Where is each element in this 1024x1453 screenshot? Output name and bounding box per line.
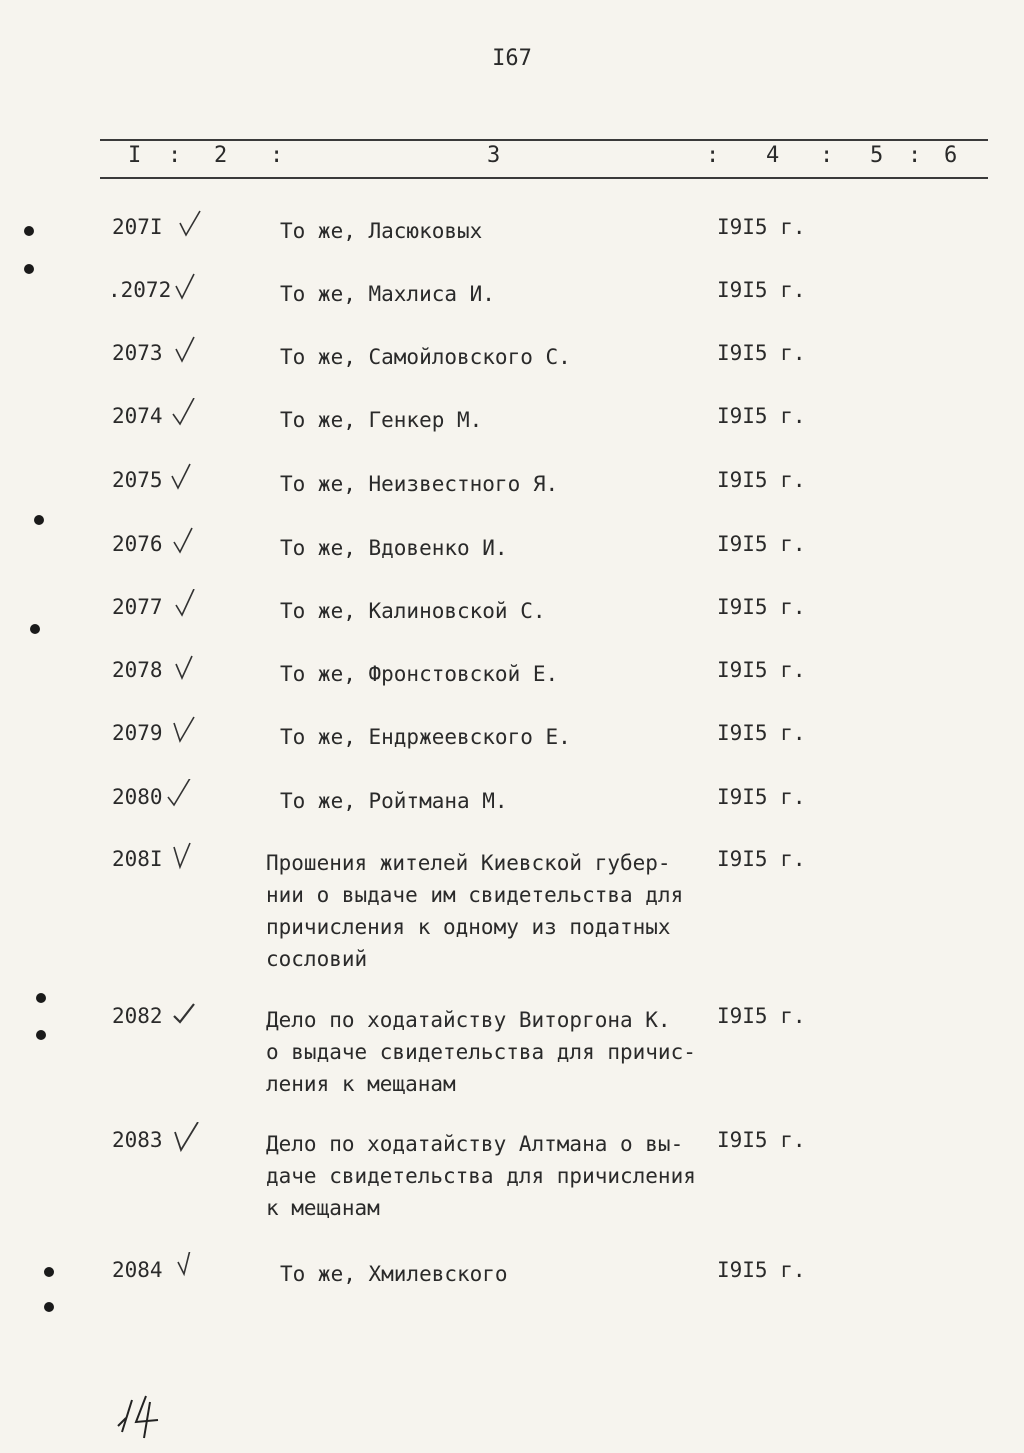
entry-description: Дело по ходатайству Алтмана о вы- даче свидетельства для причисления к мещанам xyxy=(266,1132,696,1220)
entry-number: 2075 xyxy=(112,468,163,492)
checkmark-icon xyxy=(170,715,198,745)
header-separator: : xyxy=(706,143,720,168)
entry-number: 2079 xyxy=(112,721,163,745)
entry-number: 2076 xyxy=(112,532,163,556)
entry-year: I9I5 г. xyxy=(717,721,806,745)
checkmark-icon xyxy=(172,335,200,365)
table-header-row xyxy=(0,143,1024,171)
entry-number: 2084 xyxy=(112,1258,163,1282)
entry-number: 2073 xyxy=(112,341,163,365)
entry-number: 207I xyxy=(112,215,163,239)
entry-description: Дело по ходатайству Виторгона К. о выдаче свидетельства для причис- ления к мещанам xyxy=(266,1008,696,1096)
entry-number: .2072 xyxy=(108,278,172,302)
header-col-4: 4 xyxy=(766,143,780,168)
entry-year: I9I5 г. xyxy=(717,785,806,809)
entry-description: То же, Ласюковых xyxy=(280,219,483,243)
entry-year: I9I5 г. xyxy=(717,215,806,239)
entry-year: I9I5 г. xyxy=(717,404,806,428)
checkmark-icon xyxy=(172,652,200,682)
entry-year: I9I5 г. xyxy=(717,1258,806,1282)
entry-year: I9I5 г. xyxy=(717,847,806,871)
entry-number: 2083 xyxy=(112,1128,163,1152)
entry-number: 2080 xyxy=(112,785,163,809)
entry-description: Прошения жителей Киевской губер- нии о выдаче им свидетельства для причисления к одному из податных сословий xyxy=(266,851,684,971)
header-separator: : xyxy=(820,143,834,168)
punch-hole-mark xyxy=(30,624,40,634)
page-number: I67 xyxy=(492,46,532,71)
entry-year: I9I5 г. xyxy=(717,658,806,682)
checkmark-icon xyxy=(172,1252,200,1282)
punch-hole-mark xyxy=(24,226,34,236)
entry-description: То же, Фронстовской Е. xyxy=(280,662,559,686)
checkmark-icon xyxy=(168,462,196,492)
checkmark-icon xyxy=(166,779,194,809)
checkmark-icon xyxy=(172,589,200,619)
entry-year: I9I5 г. xyxy=(717,532,806,556)
entry-number: 2077 xyxy=(112,595,163,619)
entry-description: То же, Калиновской С. xyxy=(280,599,546,623)
entry-number: 2082 xyxy=(112,1004,163,1028)
header-col-5: 5 xyxy=(870,143,884,168)
entry-year: I9I5 г. xyxy=(717,595,806,619)
entry-description: То же, Махлиса И. xyxy=(280,282,495,306)
checkmark-icon xyxy=(170,841,198,871)
entry-year: I9I5 г. xyxy=(717,1004,806,1028)
punch-hole-mark xyxy=(34,515,44,525)
checkmark-icon xyxy=(170,526,198,556)
header-col-3: 3 xyxy=(487,143,501,168)
entry-number: 208I xyxy=(112,847,163,871)
entry-description: То же, Неизвестного Я. xyxy=(280,472,559,496)
punch-hole-mark xyxy=(44,1302,54,1312)
entry-description: То же, Ендржеевского Е. xyxy=(280,725,571,749)
entry-number: 2078 xyxy=(112,658,163,682)
entry-year: I9I5 г. xyxy=(717,1128,806,1152)
checkmark-icon xyxy=(170,398,198,428)
header-col-2: 2 xyxy=(214,143,228,168)
entry-description: То же, Ройтмана М. xyxy=(280,789,508,813)
checkmark-icon xyxy=(176,209,204,239)
entry-year: I9I5 г. xyxy=(717,278,806,302)
handwritten-sheet-number xyxy=(112,1392,172,1442)
header-separator: : xyxy=(908,143,922,168)
entry-description: То же, Генкер М. xyxy=(280,408,483,432)
entry-description: То же, Вдовенко И. xyxy=(280,536,508,560)
checkmark-icon xyxy=(172,1122,200,1152)
entry-description: То же, Хмилевского xyxy=(280,1262,508,1286)
entry-number: 2074 xyxy=(112,404,163,428)
table-top-rule xyxy=(100,139,988,141)
header-col-6: 6 xyxy=(944,143,958,168)
entry-description: То же, Самойловского С. xyxy=(280,345,571,369)
header-col-1: I xyxy=(128,143,142,168)
header-separator: : xyxy=(168,143,182,168)
punch-hole-mark xyxy=(36,993,46,1003)
punch-hole-mark xyxy=(24,264,34,274)
entry-year: I9I5 г. xyxy=(717,341,806,365)
entry-year: I9I5 г. xyxy=(717,468,806,492)
header-separator: : xyxy=(270,143,284,168)
punch-hole-mark xyxy=(36,1030,46,1040)
checkmark-icon xyxy=(172,272,200,302)
table-header-rule xyxy=(100,177,988,179)
checkmark-icon xyxy=(170,998,198,1028)
punch-hole-mark xyxy=(44,1267,54,1277)
